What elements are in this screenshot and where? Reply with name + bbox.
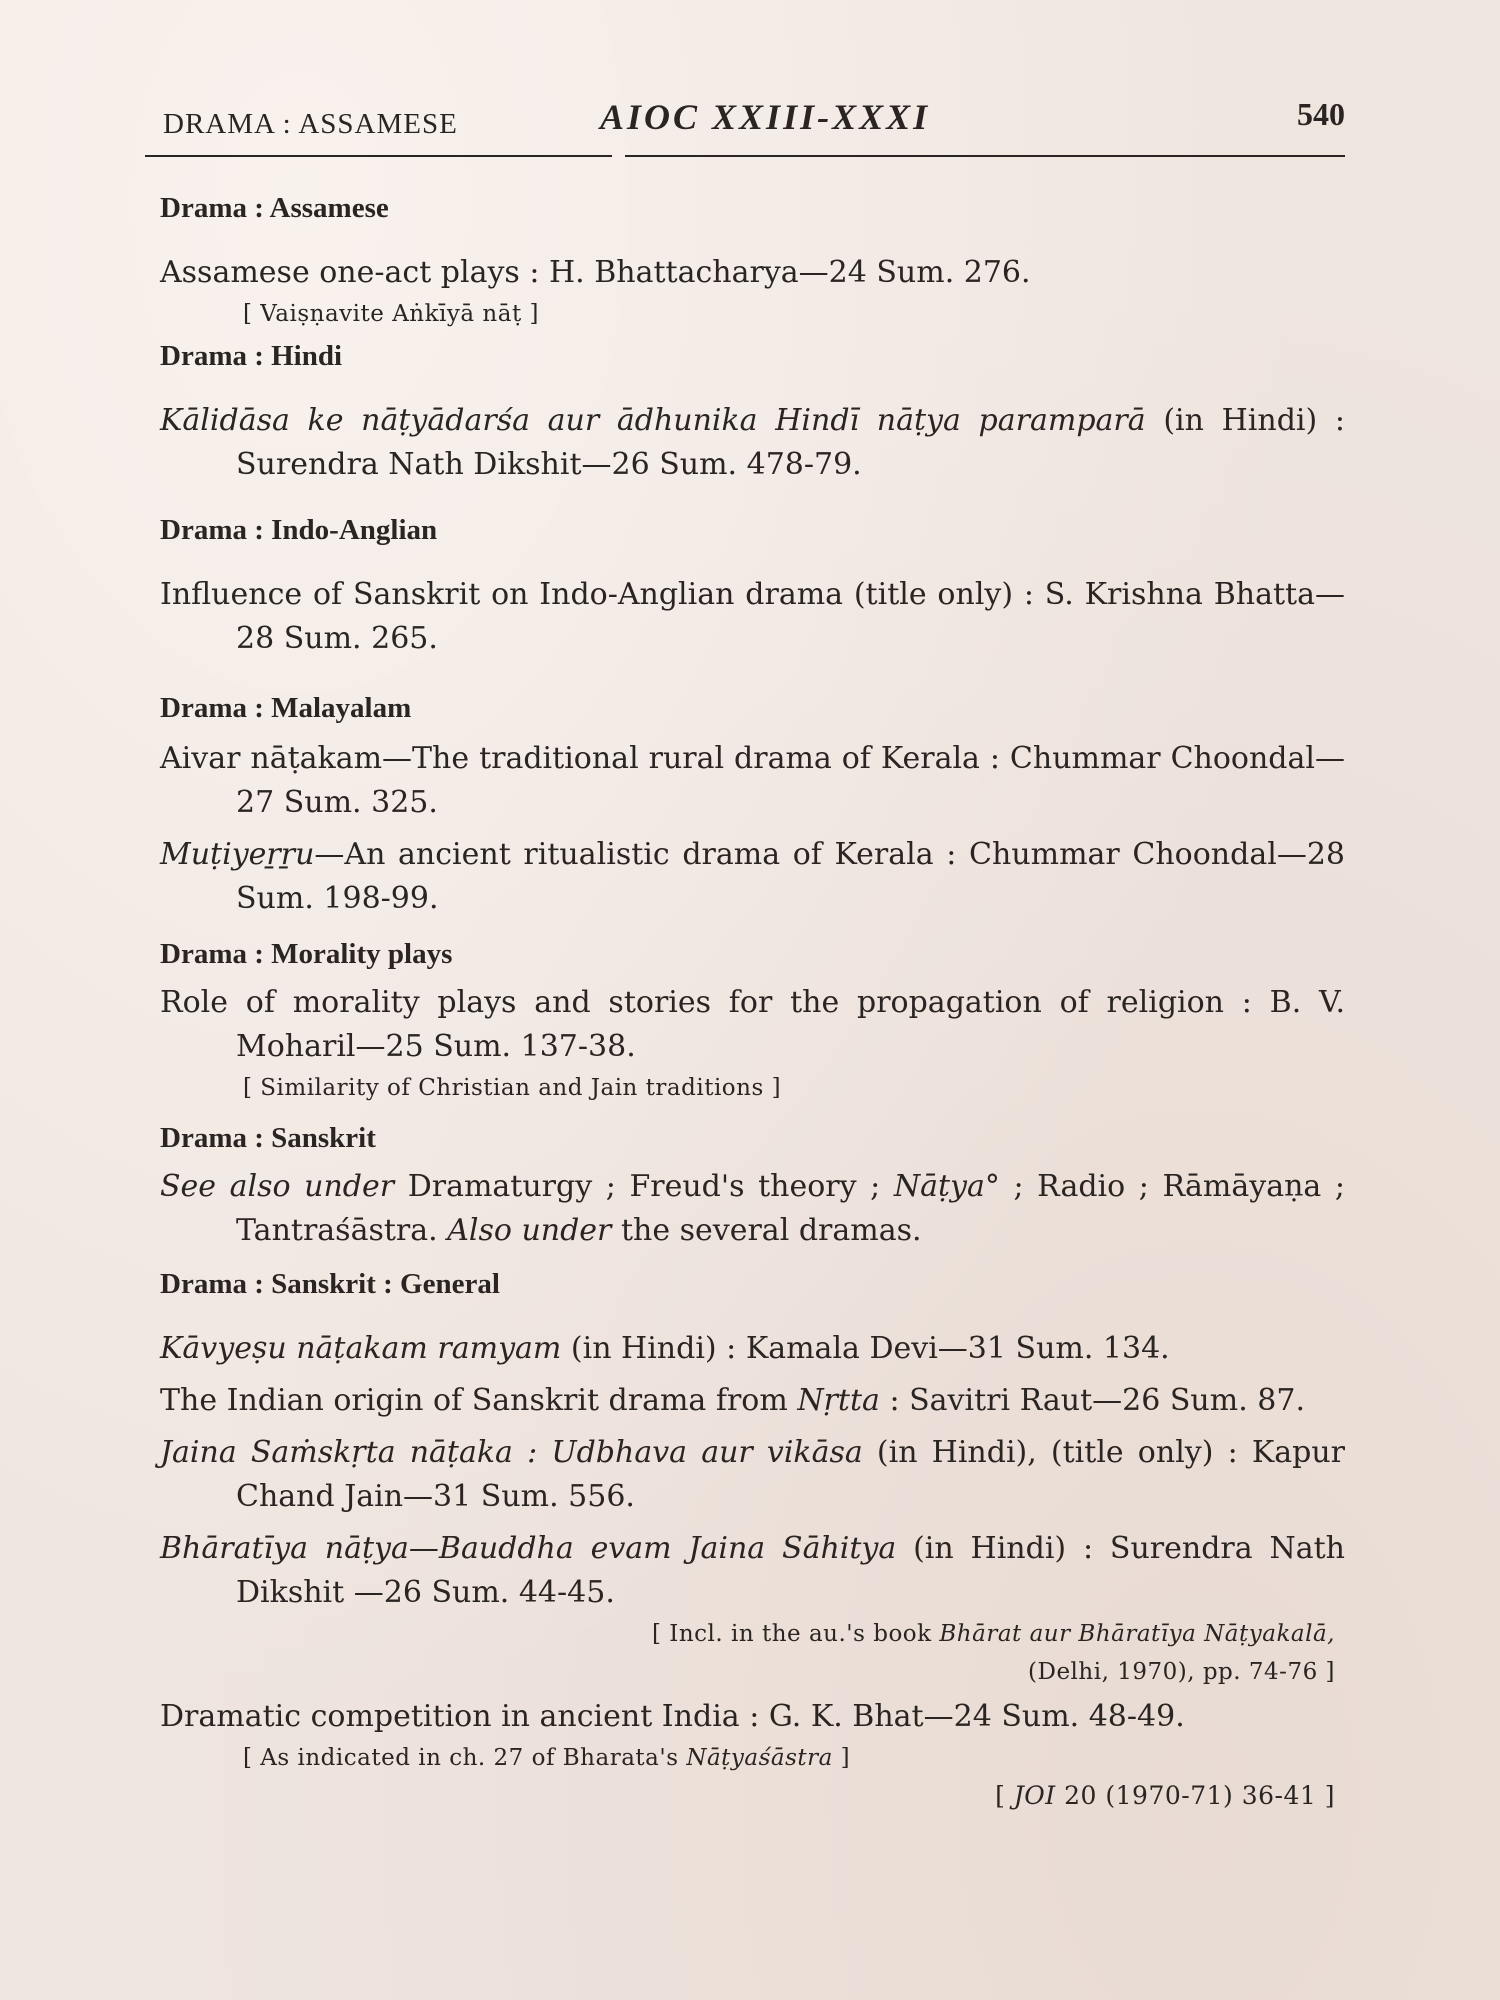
index-content	[160, 185, 1345, 1815]
section-heading-hindi: Drama : Hindi	[160, 340, 343, 372]
entry-role-of-morality: Role of morality plays and stories for the propagation of religion : B. V. Moharil—25 Sum. 137-38.	[160, 985, 1345, 1064]
entry-citation: (in Hindi) : Surendra Nath Dikshit —26 Sum. 44-45.	[236, 1531, 1345, 1610]
cross-refs: Dramaturgy ; Freud's theory ;	[394, 1169, 894, 1204]
note-text: ]	[832, 1745, 851, 1771]
cross-refs: the several dramas.	[611, 1213, 922, 1248]
note-book-title: Nāṭyaśāstra	[686, 1745, 833, 1771]
entry-note-continued: (Delhi, 1970), pp. 74-76 ]	[1028, 1659, 1335, 1685]
journal-abbrev: JOI	[1013, 1781, 1056, 1810]
ref-text: 20 (1970-71) 36-41 ]	[1055, 1781, 1335, 1810]
see-also-label: See also under	[160, 1169, 395, 1204]
entry-aivar-natakam: Aivar nāṭakam—The traditional rural drama of Kerala : Chummar Choondal—27 Sum. 325.	[160, 741, 1345, 820]
running-header	[145, 96, 1345, 166]
entry-title: Kāvyeṣu nāṭakam ramyam	[160, 1331, 562, 1366]
entry-kalidasa	[160, 399, 1345, 487]
also-under-label: Also under	[447, 1213, 612, 1248]
entry-text: The Indian origin of Sanskrit drama from	[160, 1383, 798, 1418]
section-heading-sanskrit: Drama : Sanskrit	[160, 1122, 376, 1154]
entry-kavyesu	[160, 1327, 1345, 1371]
cross-ref-natya: Nāṭya°	[893, 1169, 1000, 1204]
entry-title: Kālidāsa ke nāṭyādarśa aur ādhunika Hindī nāṭya paramparā	[160, 403, 1146, 438]
section-heading-indo-anglian: Drama : Indo-Anglian	[160, 514, 438, 546]
entry-title: Nṛtta	[797, 1383, 880, 1418]
header-rule-right	[625, 155, 1345, 157]
entry-citation: —An ancient ritualistic drama of Kerala : Chummar Choondal—28 Sum. 198-99.	[236, 837, 1345, 916]
entry-bharatiya-natya	[160, 1527, 1345, 1615]
entry-note: [ Vaiṣṇavite Aṅkīyā nāṭ ]	[243, 301, 539, 327]
entry-title: Muṭiyeṟṟu	[160, 837, 315, 872]
entry-see-also	[160, 1165, 1345, 1253]
entry-jaina-samskrta	[160, 1431, 1345, 1519]
entry-note	[160, 1739, 1345, 1777]
section-heading-morality: Drama : Morality plays	[160, 938, 453, 970]
entry-citation: : Savitri Raut—26 Sum. 87.	[879, 1383, 1305, 1418]
entry-influence-sanskrit: Influence of Sanskrit on Indo-Anglian drama (title only) : S. Krishna Bhatta—28 Sum. 265.	[160, 577, 1345, 656]
note-book-title: Bhārat aur Bhāratīya Nāṭyakalā,	[939, 1621, 1335, 1647]
header-section-label: DRAMA : ASSAMESE	[163, 108, 458, 140]
header-volume-title: AIOC XXIII-XXXI	[600, 97, 931, 137]
section-heading-malayalam: Drama : Malayalam	[160, 692, 412, 724]
entry-mutiyerru	[160, 833, 1345, 921]
entry-note: [ Similarity of Christian and Jain traditions ]	[243, 1075, 782, 1101]
entry-title: Jaina Saṁskṛta nāṭaka : Udbhava aur vikāsa	[160, 1435, 863, 1470]
entry-citation: (in Hindi) : Kamala Devi—31 Sum. 134.	[561, 1331, 1170, 1366]
entry-dramatic-competition: Dramatic competition in ancient India : G. K. Bhat—24 Sum. 48-49.	[160, 1699, 1185, 1734]
journal-reference	[160, 1777, 1345, 1815]
entry-note	[160, 1615, 1345, 1653]
ref-text: [	[995, 1781, 1014, 1810]
section-heading-assamese: Drama : Assamese	[160, 192, 389, 224]
cross-refs: ; Radio ; Rāmāyaṇa ; Tantraśāstra.	[236, 1169, 1345, 1248]
entry-assamese-one-act: Assamese one-act plays : H. Bhattacharya—24 Sum. 276.	[160, 255, 1031, 290]
note-text: [ As indicated in ch. 27 of Bharata's	[243, 1745, 687, 1771]
entry-citation: (in Hindi) : Surendra Nath Dikshit—26 Sum. 478-79.	[236, 403, 1345, 482]
entry-citation: (in Hindi), (title only) : Kapur Chand Jain—31 Sum. 556.	[236, 1435, 1345, 1514]
section-heading-sanskrit-general: Drama : Sanskrit : General	[160, 1268, 500, 1300]
entry-indian-origin	[160, 1379, 1345, 1423]
note-text: [ Incl. in the au.'s book	[651, 1621, 940, 1647]
header-rule-left	[145, 155, 612, 157]
entry-title: Bhāratīya nāṭya—Bauddha evam Jaina Sāhitya	[160, 1531, 897, 1566]
page-number: 540	[1297, 96, 1345, 132]
